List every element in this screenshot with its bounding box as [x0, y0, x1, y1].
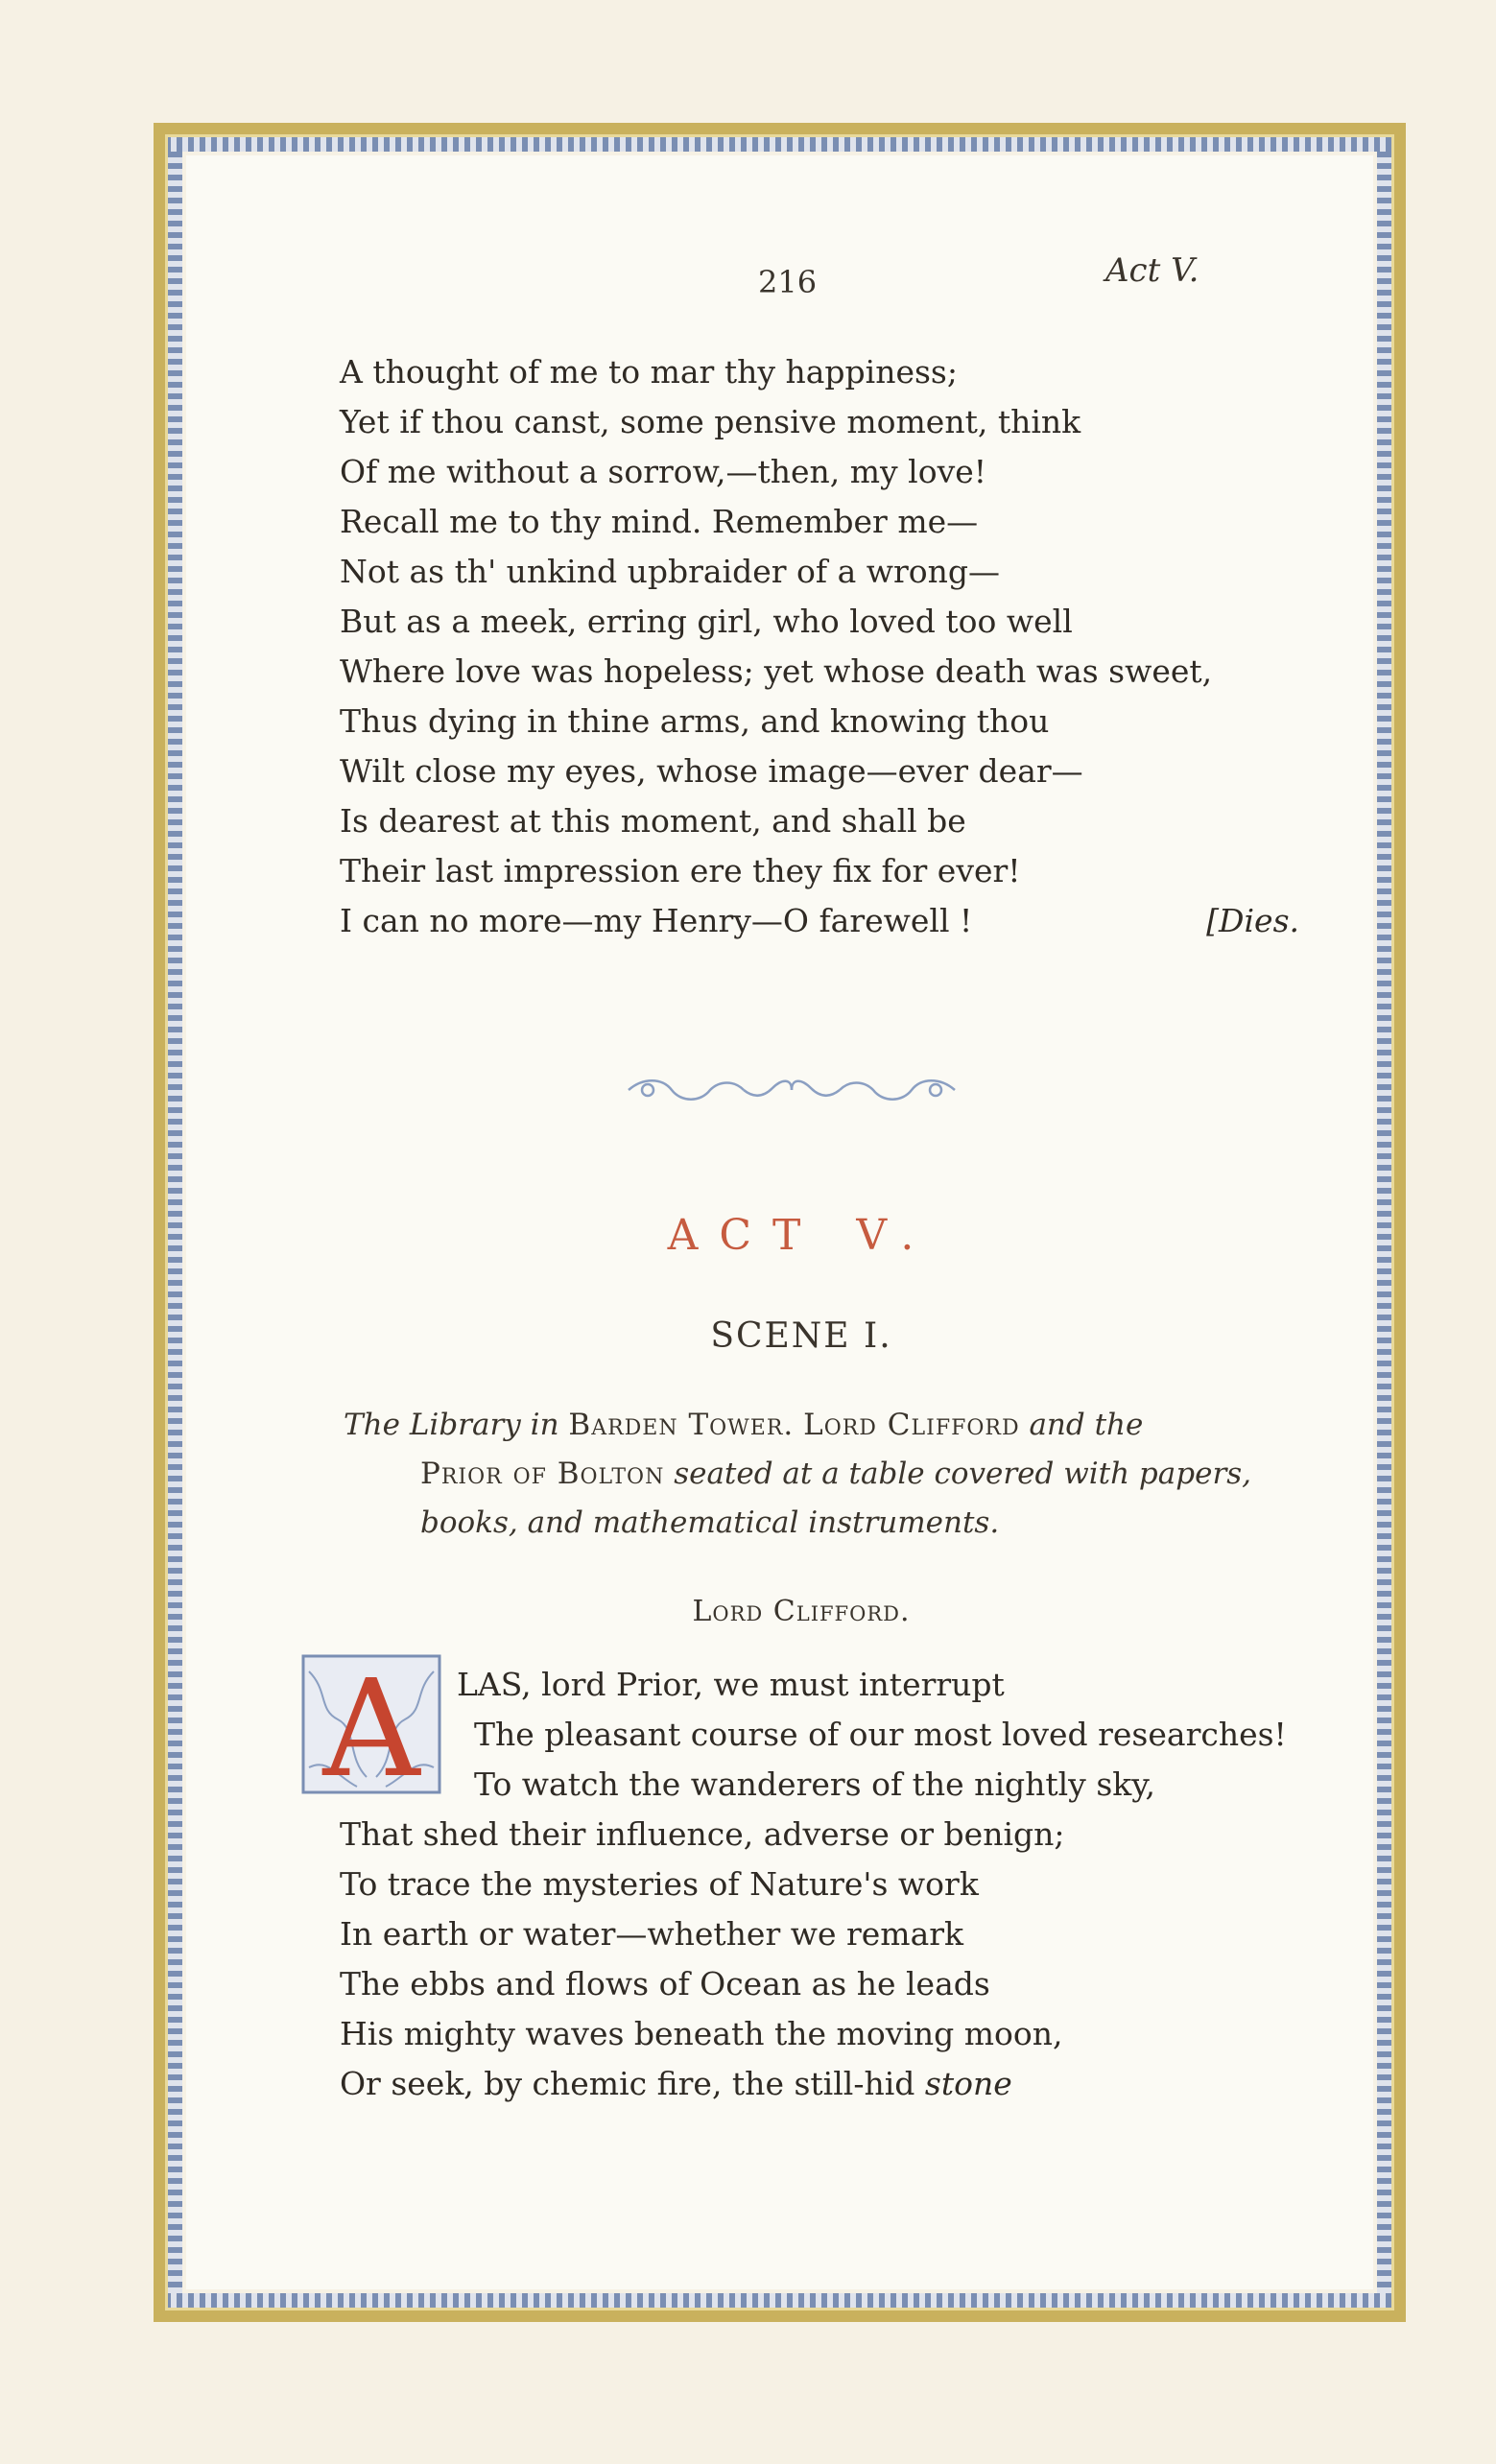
verse-line: Recall me to thy mind. Remember me— [340, 503, 979, 540]
stage-direction-text: seated at a table covered with papers, [674, 1457, 1252, 1491]
verse-line: Wilt close my eyes, whose image—ever dear— [340, 752, 1083, 790]
stage-direction-text: The Library in [344, 1408, 559, 1442]
stage-direction-dies: [Dies. [1206, 902, 1299, 939]
scene-stage-direction [344, 1401, 1265, 1548]
speech-block [340, 1660, 1299, 2109]
speech-line: The pleasant course of our most loved researches! [474, 1716, 1287, 1753]
speaker-name: Lord Clifford. [692, 1595, 911, 1628]
stage-direction-character: Prior of Bolton [420, 1457, 665, 1491]
verse-line: Where love was hopeless; yet whose death was sweet, [340, 652, 1213, 690]
verse-line: Of me without a sorrow,—then, my love! [340, 453, 987, 490]
speech-line: His mighty waves beneath the moving moon, [340, 2015, 1063, 2052]
verse-block [340, 347, 1299, 946]
verse-line: Yet if thou canst, some pensive moment, think [340, 403, 1081, 440]
verse-line-last [340, 896, 1299, 946]
verse-line: I can no more—my Henry—O farewell ! [340, 902, 973, 939]
speech-line: That shed their influence, adverse or benign; [340, 1815, 1065, 1853]
verse-line: Their last impression ere they fix for ever! [340, 852, 1021, 889]
speech-line: LAS, lord Prior, we must interrupt [457, 1666, 1005, 1703]
stage-direction-text: books, and mathematical instruments. [420, 1505, 1000, 1540]
speech-italic-word: stone [924, 2065, 1012, 2102]
page-number: 216 [758, 264, 818, 300]
speech-line: The ebbs and flows of Ocean as he leads [340, 1965, 990, 2002]
verse-line: Thus dying in thine arms, and knowing thou [340, 702, 1050, 740]
dropcap-letter: A [322, 1652, 420, 1796]
verse-line: But as a meek, erring girl, who loved too well [340, 603, 1073, 640]
verse-line: Not as th' unkind upbraider of a wrong— [340, 553, 1001, 590]
verse-line: A thought of me to mar thy happiness; [340, 353, 958, 391]
stage-direction-place: Barden Tower. [568, 1408, 795, 1442]
stage-direction-line-2 [344, 1450, 1265, 1499]
speech-line-last [340, 2059, 1299, 2109]
speech-line: To trace the mysteries of Nature's work [340, 1865, 979, 1903]
ornament-divider-icon [619, 1073, 964, 1107]
running-head: Act V. [1105, 251, 1199, 290]
speech-line: To watch the wanderers of the nightly sky, [474, 1765, 1155, 1803]
stage-direction-character: Lord Clifford [803, 1408, 1020, 1442]
verse-line: Is dearest at this moment, and shall be [340, 802, 966, 840]
speech-line: In earth or water—whether we remark [340, 1915, 964, 1953]
act-title: ACT V. [667, 1211, 936, 1260]
speech-line: Or seek, by chemic fire, the still-hid [340, 2065, 915, 2102]
stage-direction-text: and the [1029, 1408, 1144, 1442]
scene-title: SCENE I. [710, 1316, 892, 1356]
